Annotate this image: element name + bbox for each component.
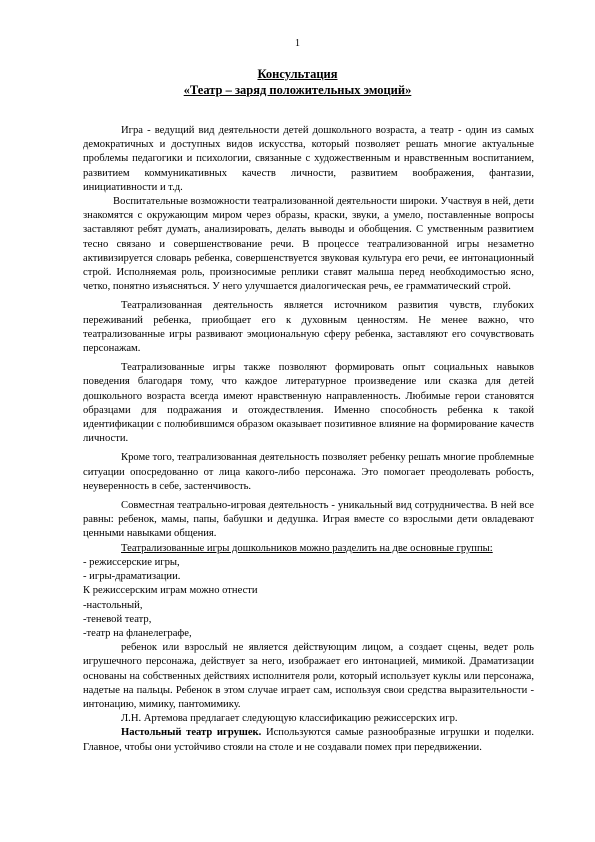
group-item-2: - игры-драматизации.	[83, 571, 181, 583]
director-item-3: -театр на фланелеграфе,	[83, 627, 192, 639]
title-line-2: «Театр – заряд положительных эмоций»	[183, 83, 412, 97]
paragraph-3: Театрализованная деятельность является источником развития чувств, глубоких переживаний ребенка, приобщает его к духовным ценностям. Не менее важно, что театрализованные игры развивают эмоциональную сферу ребенка, заставляют его сочувствовать персонажам.	[83, 300, 534, 355]
paragraph-2: Воспитательные возможности театрализованной деятельности широки. Участвуя в ней, дети знакомятся с окружающим миром через образы, краски, звуки, а умело, поставленные вопросы заставляют ребят думать, анализировать, делать выводы и обобщения. С умственным развитием тесно связано и совершенствование речи. В процессе театрализованной игры незаметно активизируется словарь ребенка, совершенствуется звуковая культура его речи, ее интонационный строй. Исполняемая роль, произносимые реплики ставят малыша перед необходимостью ясно, четко, понятно изъясняться. У него улучшается диалогическая речь, ее грамматический строй.	[83, 196, 534, 293]
paragraph-4: Театрализованные игры также позволяют формировать опыт социальных навыков поведения благодаря тому, что каждое литературное произведение или сказка для детей дошкольного возраста всегда имеют нравственную направленность. Любимые герои становятся образцами для подражания и отождествления. Именно способность ребенка к такой идентификации с полюбившимся образом оказывает позитивное влияние на формирование качеств личности.	[83, 362, 534, 445]
groups-heading: Театрализованные игры дошкольников можно разделить на две основные группы:	[121, 542, 493, 554]
paragraph-7: ребенок или взрослый не является действующим лицом, а создает сцены, ведет роль игрушечного персонажа, действует за него, изображает его интонацией, мимикой. Драматизации основаны на собственных действиях исполнителя роли, который использует куклы или персонажа, надетые на пальцы. Ребенок в этом случае играет сам, используя свои средства выразительности - интонацию, мимику, пантомимику.	[83, 642, 534, 710]
paragraph-9	[83, 726, 534, 754]
director-item-1: -настольный,	[83, 599, 143, 611]
paragraph-8: Л.Н. Артемова предлагает следующую классификацию режиссерских игр.	[121, 713, 458, 725]
puppet-theatre-heading: Настольный театр игрушек.	[121, 727, 262, 739]
paragraph-6: Совместная театрально-игровая деятельность - уникальный вид сотрудничества. В ней все равны: ребенок, мамы, папы, бабушки и дедушка. Играя вместе со взрослыми дети овладевают ценными навыками общения.	[83, 500, 534, 540]
document-body	[83, 124, 534, 755]
page-number: 1	[295, 38, 300, 49]
director-item-2: -теневой театр,	[83, 613, 152, 625]
puppet-theatre-text: Используются самые разнообразные игрушки и поделки. Главное, чтобы они устойчиво стояли на столе и не создавали помех при передвижении.	[83, 727, 534, 753]
title-line-1: Консультация	[257, 67, 338, 81]
document-title	[0, 66, 595, 98]
paragraph-1: Игра - ведущий вид деятельности детей дошкольного возраста, а театр - один из самых демократичных и доступных видов искусства, который позволяет решать многие актуальные проблемы педагогики и психологии, связанные с художественным и нравственным воспитанием, развитием коммуникативных качеств личности, развитием воображения, фантазии, инициативности и т.д.	[83, 125, 534, 193]
director-games-intro: К режиссерским играм можно отнести	[83, 585, 258, 597]
group-item-1: - режиссерские игры,	[83, 556, 180, 568]
paragraph-5: Кроме того, театрализованная деятельность позволяет ребенку решать многие проблемные ситуации опосредованно от лица какого-либо персонажа. Это помогает преодолевать робость, неуверенность в себе, застенчивость.	[83, 452, 534, 492]
